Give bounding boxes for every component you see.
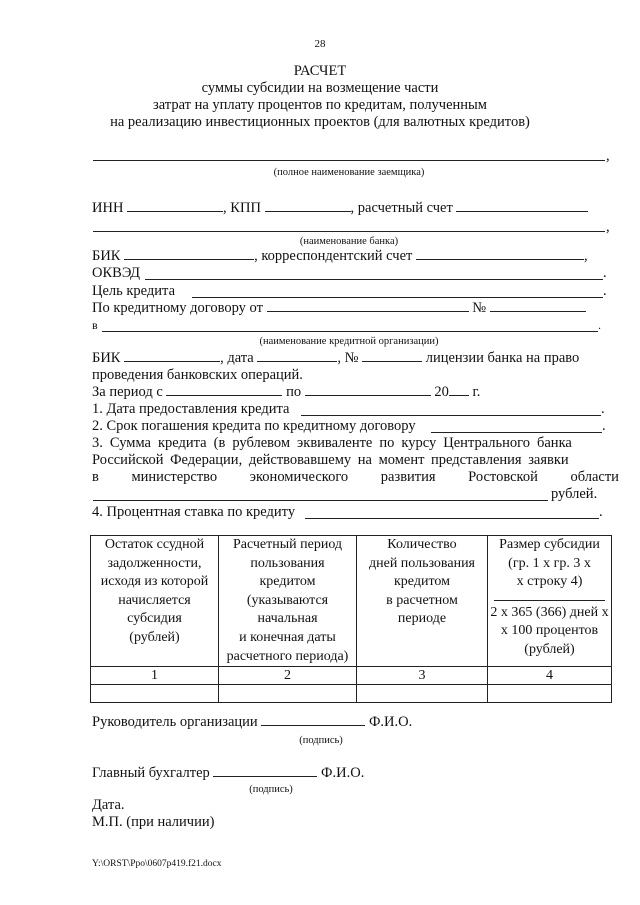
kpp-label: , КПП: [223, 200, 261, 216]
col-1-header: Остаток ссудной задолженности, исходя из которой начисляется субсидия (рублей): [91, 536, 219, 667]
inn-label: ИНН: [92, 200, 124, 216]
item-4-label: 4. Процентная ставка по кредиту: [92, 504, 296, 520]
corr-account-label: , корреспондентский счет: [254, 248, 413, 264]
license-date-label: , дата: [220, 350, 254, 366]
bank-caption: (наименование банка): [299, 236, 399, 247]
item-3-line-2: Российской Федерации, действовавшему на момент представления заявки: [92, 452, 569, 468]
borrower-caption: (полное наименование заемщика): [273, 167, 425, 178]
license-bik-label: БИК: [92, 350, 121, 366]
item-3-line-3: в министерство экономического развития Ростовской области: [92, 469, 619, 485]
license-line-2: проведения банковских операций.: [92, 367, 303, 383]
subsidy-table: [90, 535, 612, 703]
in-dot: .: [598, 318, 601, 332]
purpose-label: Цель кредита: [92, 283, 176, 299]
head-label: Руководитель организации: [92, 714, 258, 730]
contract-date-field[interactable]: [267, 299, 469, 312]
item-3-amount-field[interactable]: [93, 500, 548, 501]
col-number-4: 4: [488, 667, 612, 685]
table-cell-3[interactable]: [357, 685, 488, 703]
page-number: 28: [314, 38, 326, 50]
head-signature-row: [92, 713, 412, 731]
table-row: [91, 685, 612, 703]
purpose-dot: .: [603, 283, 607, 299]
okved-label: ОКВЭД: [92, 265, 141, 281]
borrower-name-line[interactable]: [93, 160, 605, 161]
table-cell-4[interactable]: [488, 685, 612, 703]
credit-org-field[interactable]: [102, 331, 598, 332]
title-line-3: на реализацию инвестиционных проектов (для валютных кредитов): [110, 114, 530, 130]
bik-row: [92, 247, 588, 265]
year-suffix: г.: [472, 384, 481, 400]
contract-number-label: №: [472, 300, 487, 316]
date-label: Дата.: [92, 797, 125, 813]
col-2-header: Расчетный период пользования кредитом (указываются начальная и конечная даты расчетного периода): [219, 536, 357, 667]
item-2-field[interactable]: [431, 432, 602, 433]
in-label: в: [92, 318, 98, 332]
year-field[interactable]: [449, 383, 469, 396]
table-cell-1[interactable]: [91, 685, 219, 703]
inn-field[interactable]: [127, 199, 223, 212]
item-1-field[interactable]: [301, 415, 601, 416]
accountant-label: Главный бухгалтер: [92, 765, 210, 781]
bik-comma: ,: [583, 248, 588, 264]
contract-row: [92, 299, 586, 317]
license-row: [92, 349, 579, 367]
year-prefix: 20: [434, 384, 449, 400]
bik-field[interactable]: [124, 247, 254, 260]
col-4-header: Размер субсидии (гр. 1 х гр. 3 х х строку 4) 2 х 365 (366) дней х х 100 процентов (рублей): [488, 536, 612, 667]
license-bik-field[interactable]: [124, 349, 220, 362]
item-1-label: 1. Дата предоставления кредита: [92, 401, 290, 417]
table-header-row: [91, 536, 612, 667]
account-label: , расчетный счет: [350, 200, 453, 216]
account-field[interactable]: [456, 199, 588, 212]
period-from-label: За период с: [92, 384, 163, 400]
license-date-field[interactable]: [257, 349, 337, 362]
accountant-fio: Ф.И.О.: [321, 765, 365, 781]
borrower-comma: ,: [606, 148, 610, 164]
col-number-3: 3: [357, 667, 488, 685]
head-signature-field[interactable]: [261, 713, 365, 726]
bank-name-line[interactable]: [93, 231, 605, 232]
head-signature-caption: (подпись): [299, 735, 343, 746]
license-number-label: , №: [337, 350, 359, 366]
contract-label: По кредитному договору от: [92, 300, 263, 316]
title-line-1: суммы субсидии на возмещение части: [201, 80, 439, 96]
table-number-row: [91, 667, 612, 685]
period-from-field[interactable]: [166, 383, 282, 396]
item-4-field[interactable]: [305, 518, 599, 519]
okved-dot: .: [603, 265, 607, 281]
head-fio: Ф.И.О.: [368, 714, 413, 730]
item-3-rubles: рублей.: [551, 486, 598, 502]
footer-file-path: Y:\ORST\Ppo\0607p419.f21.docx: [92, 859, 222, 869]
period-row: [92, 383, 480, 401]
license-tail: лицензии банка на право: [425, 350, 580, 366]
item-3-line-1: 3. Сумма кредита (в рублевом эквиваленте по курсу Центрального банка: [92, 435, 572, 451]
period-to-field[interactable]: [305, 383, 431, 396]
col-3-header: Количество дней пользования кредитом в расчетном периоде: [357, 536, 488, 667]
purpose-field[interactable]: [192, 297, 603, 298]
okved-field[interactable]: [145, 279, 603, 280]
item-2-dot: .: [602, 418, 606, 434]
accountant-signature-row: [92, 764, 364, 782]
title-line-2: затрат на уплату процентов по кредитам, полученным: [153, 97, 487, 113]
contract-number-field[interactable]: [490, 299, 586, 312]
table-cell-2[interactable]: [219, 685, 357, 703]
bank-comma: ,: [606, 219, 610, 235]
item-2-label: 2. Срок погашения кредита по кредитному договору: [92, 418, 416, 434]
bik-label: БИК: [92, 248, 121, 264]
accountant-signature-field[interactable]: [213, 764, 317, 777]
col-number-1: 1: [91, 667, 219, 685]
col-number-2: 2: [219, 667, 357, 685]
inn-row: [92, 199, 588, 217]
document-heading: РАСЧЕТ: [293, 63, 347, 79]
item-1-dot: .: [601, 401, 605, 417]
credit-org-caption: (наименование кредитной организации): [259, 336, 439, 347]
accountant-signature-caption: (подпись): [249, 784, 293, 795]
fraction-bar: [494, 600, 605, 601]
seal-label: М.П. (при наличии): [92, 814, 215, 830]
corr-account-field[interactable]: [416, 247, 584, 260]
license-number-field[interactable]: [362, 349, 422, 362]
kpp-field[interactable]: [265, 199, 351, 212]
period-to-label: по: [286, 384, 302, 400]
item-4-dot: .: [599, 504, 603, 520]
